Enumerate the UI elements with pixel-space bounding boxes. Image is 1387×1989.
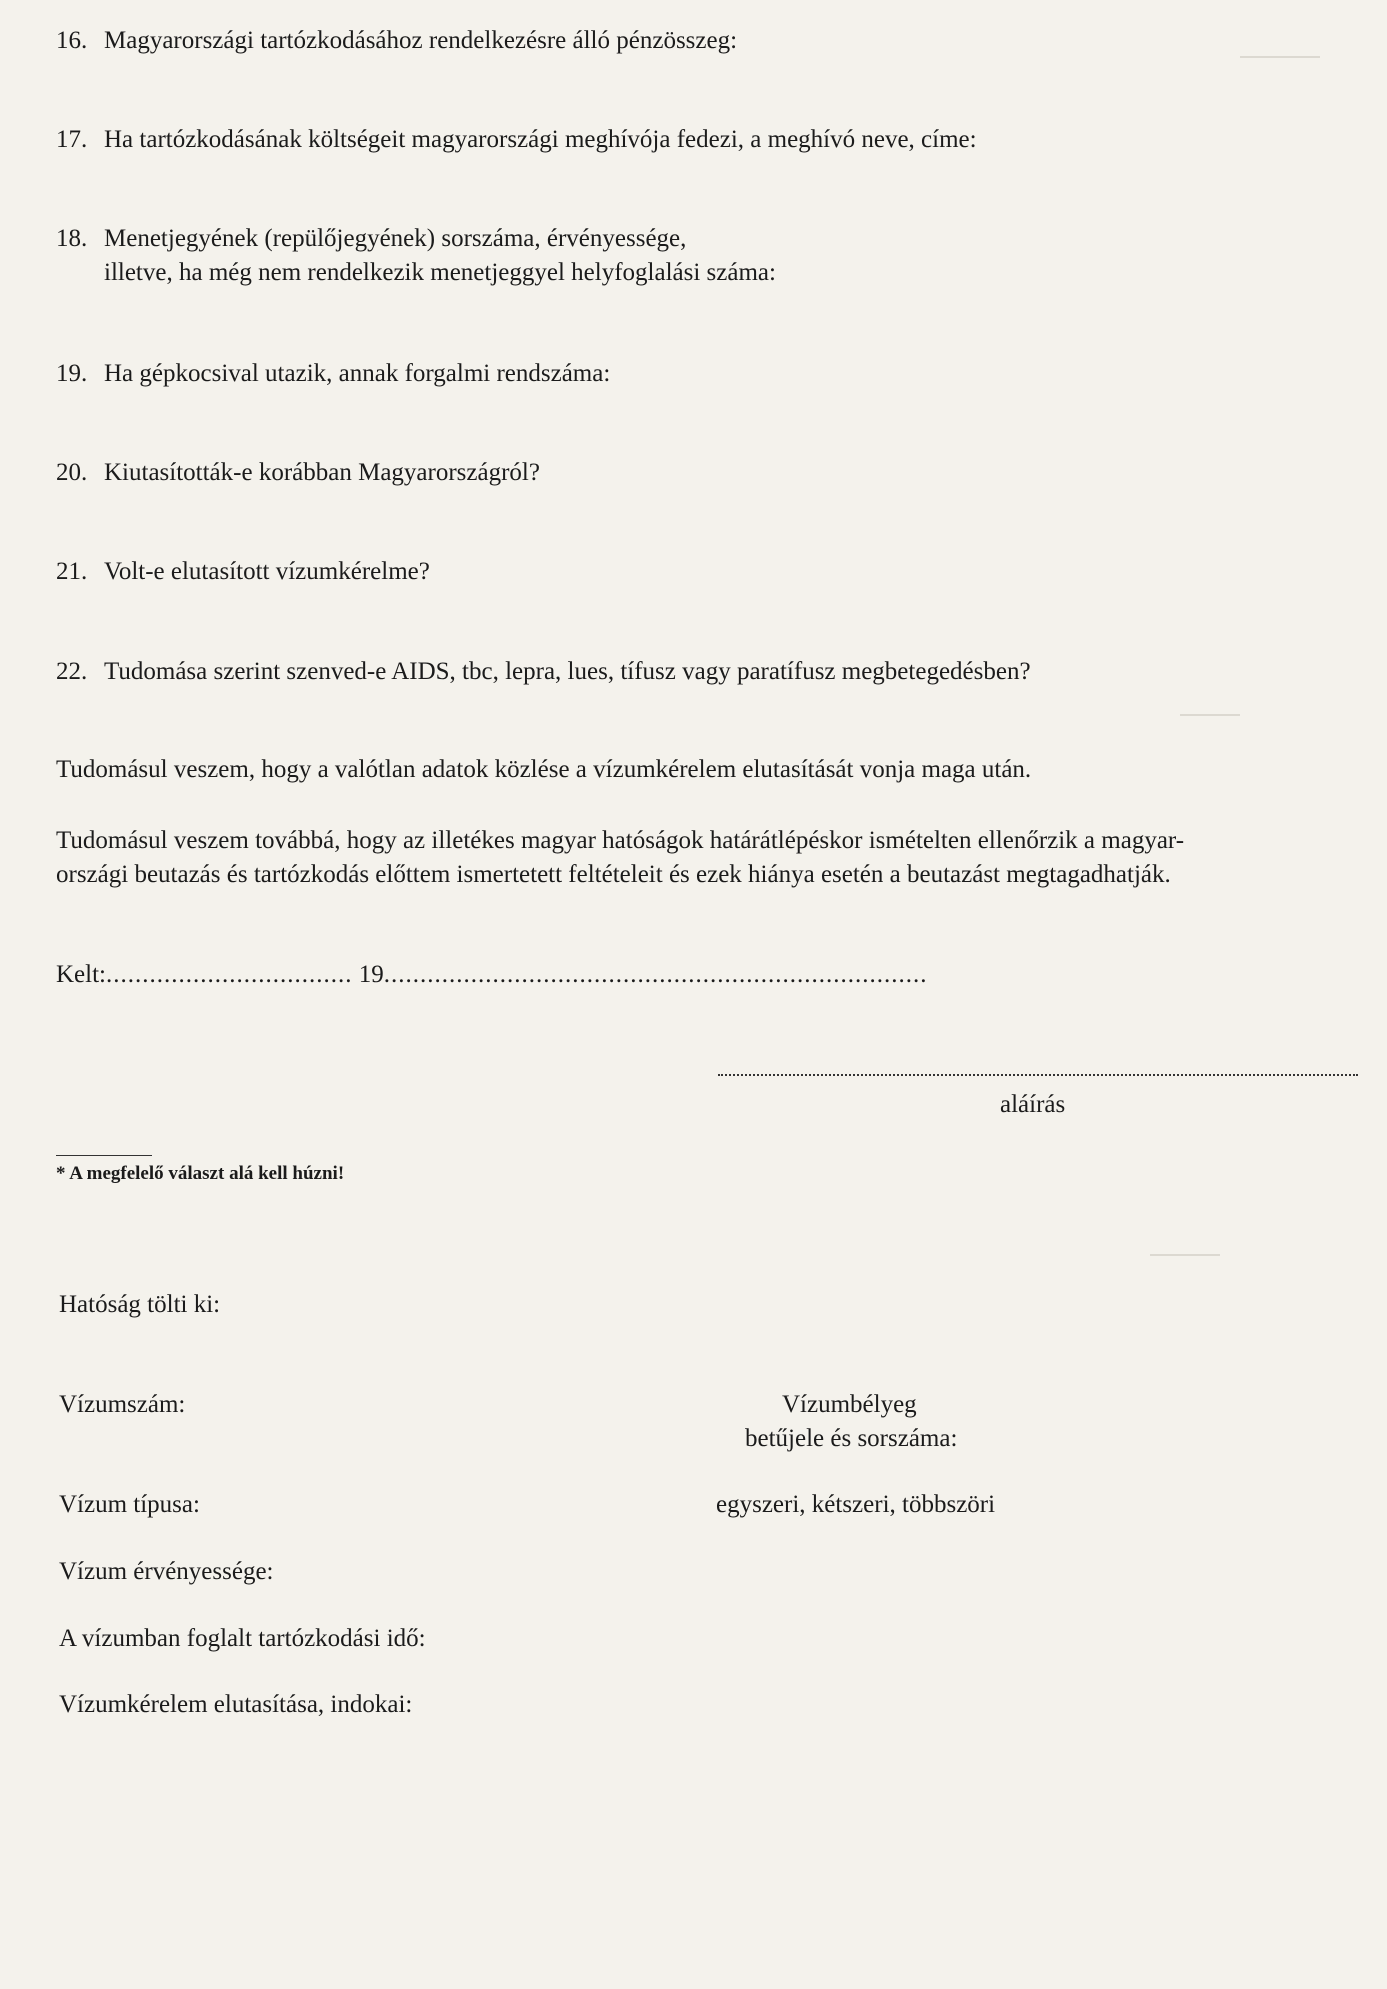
rejection-reasons-label: Vízumkérelem elutasítása, indokai: (59, 1691, 413, 1718)
stay-period-label: A vízumban foglalt tartózkodási idő: (59, 1625, 426, 1652)
question-18 (56, 222, 776, 290)
signature-line (718, 1074, 1358, 1076)
date-year-prefix: 19 (358, 961, 384, 988)
question-number: 19. (56, 360, 88, 387)
authority-heading: Hatóság tölti ki: (59, 1291, 221, 1318)
question-number: 21. (56, 558, 88, 585)
question-number: 18. (56, 225, 88, 252)
question-text: Menetjegyének (repülőjegyének) sorszáma, érvényessége, illetve, ha még nem rendelkezik menetjeggyel helyfoglalási száma: (104, 225, 776, 286)
bleed-through-mark (1180, 700, 1240, 716)
question-text: Magyarországi tartózkodásához rendelkezésre álló pénzösszeg: (104, 27, 738, 54)
signature-label: aláírás (1000, 1091, 1066, 1118)
date-label: Kelt: (56, 961, 106, 988)
visa-validity-label: Vízum érvényessége: (59, 1558, 274, 1585)
visa-stamp-label-line2: betűjele és sorszáma: (745, 1425, 958, 1452)
date-line (56, 958, 928, 992)
question-text: Volt-e elutasított vízumkérelme? (104, 558, 430, 585)
question-17 (56, 123, 977, 157)
statement-false-data: Tudomásul veszem, hogy a valótlan adatok közlése a vízumkérelem elutasítását vonja maga után. (56, 756, 1032, 783)
question-number: 20. (56, 459, 88, 486)
question-number: 16. (56, 27, 88, 54)
question-text: Ha gépkocsival utazik, annak forgalmi rendszáma: (104, 360, 611, 387)
date-dots: ........................................................................... (383, 961, 928, 988)
question-number: 17. (56, 126, 88, 153)
footnote-rule (56, 1155, 152, 1156)
bleed-through-mark (1150, 1240, 1220, 1256)
question-21 (56, 555, 430, 589)
question-text: Ha tartózkodásának költségeit magyarországi meghívója fedezi, a meghívó neve, címe: (104, 126, 977, 153)
question-16 (56, 24, 737, 58)
visa-stamp-label-line1: Vízumbélyeg (782, 1391, 917, 1418)
question-22 (56, 655, 1031, 689)
statement-line: országi beutazás és tartózkodás előttem ismertetett feltételeit és ezek hiánya esetén a beutazást megtagadhatják. (56, 861, 1171, 888)
bleed-through-mark (1240, 40, 1320, 58)
footnote: * A megfelelő választ alá kell húzni! (56, 1163, 345, 1184)
visa-number-label: Vízumszám: (59, 1391, 186, 1418)
date-place-dots: .................................. (106, 961, 353, 988)
statement-line: Tudomásul veszem továbbá, hogy az illetékes magyar hatóságok határátlépéskor ismételten ellenőrzik a magyar- (56, 827, 1185, 854)
question-number: 22. (56, 658, 88, 685)
visa-type-options: egyszeri, kétszeri, többszöri (716, 1491, 996, 1518)
question-text: Tudomása szerint szenved-e AIDS, tbc, lepra, lues, tífusz vagy paratífusz megbetegedésben? (104, 658, 1031, 685)
visa-type-label: Vízum típusa: (59, 1491, 200, 1518)
question-19 (56, 357, 610, 391)
question-20 (56, 456, 540, 490)
question-text: Kiutasították-e korábban Magyarországról? (104, 459, 540, 486)
statement-border-check (56, 824, 1346, 892)
